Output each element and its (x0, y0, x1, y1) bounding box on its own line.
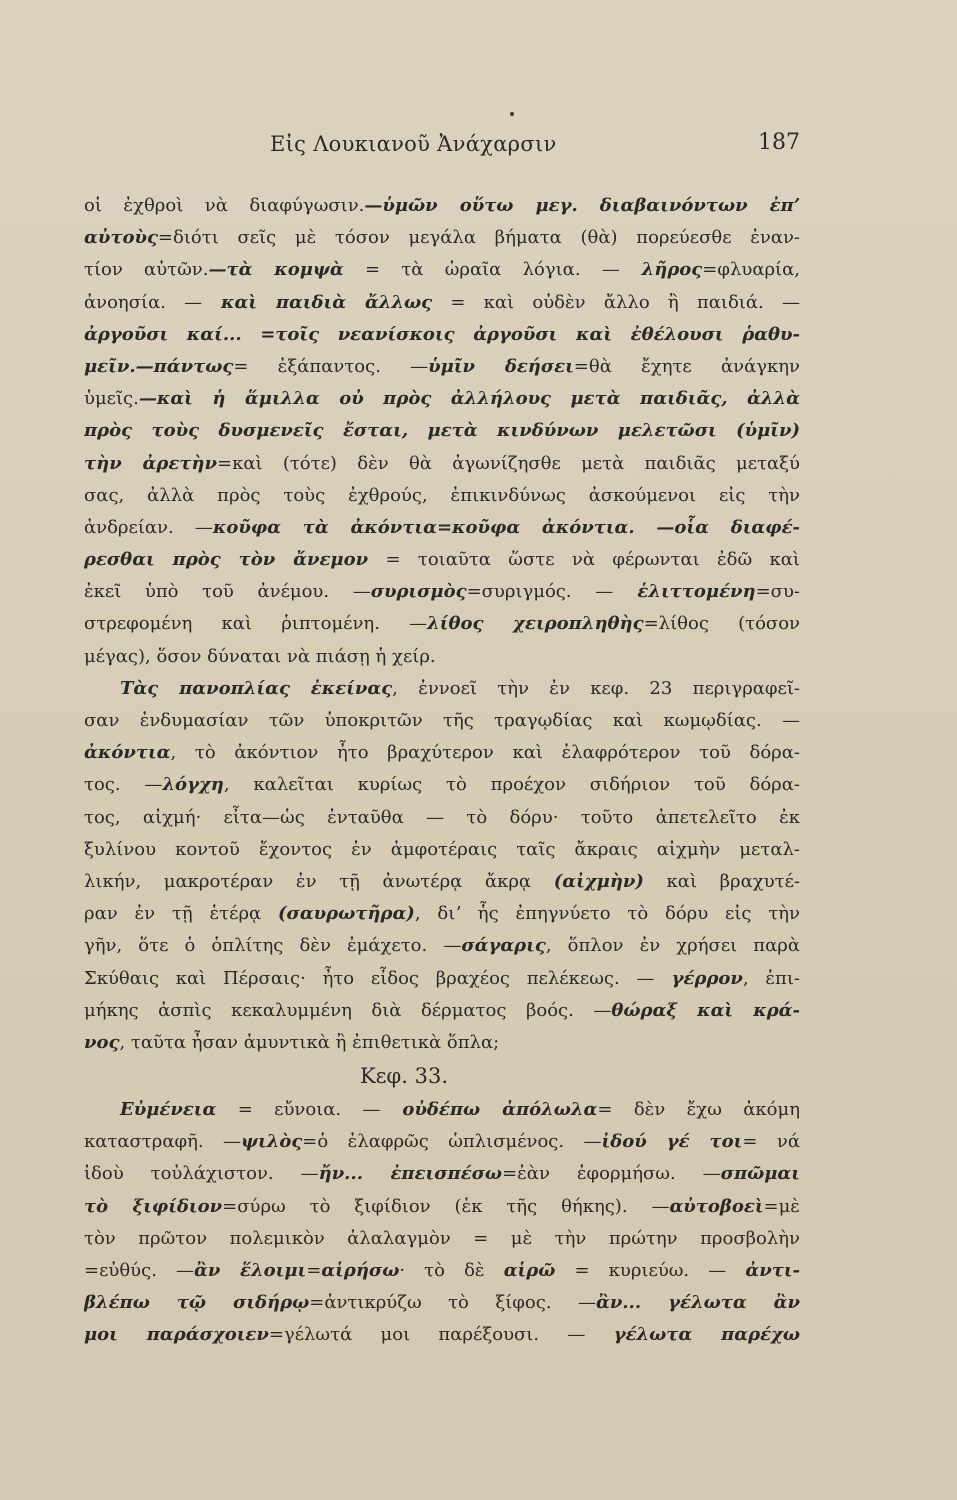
text-line: Τὰς πανοπλίας ἐκείνας, ἐννοεῖ τὴν ἐν κεφ. 23 περιγραφεῖ- (120, 677, 800, 699)
page-number: 187 (758, 130, 800, 155)
text-line: ξυλίνου κοντοῦ ἔχοντος ἐν ἀμφοτέραις ταῖς ἄκραις αἰχμὴν μεταλ- (84, 838, 800, 860)
text-line: ἀνδρείαν. —κοῦφα τὰ ἀκόντια=κοῦφα ἀκόντια. —οἷα διαφέ- (84, 516, 800, 538)
text-line: =εὐθύς. —ἂν ἕλοιμι=αἱρήσω· τὸ δὲ αἱρῶ = κυριεύω. — ἀντι- (84, 1260, 800, 1281)
text-line: τος. —λόγχη, καλεῖται κυρίως τὸ προέχον σιδήριον τοῦ δόρα- (84, 774, 800, 796)
text-line: αὐτοὺς=διότι σεῖς μὲ τόσον μεγάλα βήματα (θὰ) πορεύεσθε ἐναν- (84, 227, 800, 249)
running-title: Εἰς Λουκιανοῦ Ἀνάχαρσιν (270, 132, 557, 156)
text-line: τὸ ξιφίδιον=σύρω τὸ ξιφίδιον (ἐκ τῆς θήκης). —αὐτοβοεὶ=μὲ (84, 1195, 800, 1217)
text-line: ὑμεῖς.—καὶ ἡ ἅμιλλα οὐ πρὸς ἀλλήλους μετὰ παιδιᾶς, ἀλλὰ (84, 388, 800, 410)
text-line: ἰδοὺ τοὐλάχιστον. —ἤν... ἐπεισπέσω=ἐὰν ἐφορμήσω. —σπῶμαι (84, 1163, 800, 1185)
text-line: νος, ταῦτα ἦσαν ἀμυντικὰ ἢ ἐπιθετικὰ ὅπλα; (84, 1031, 500, 1053)
text-line: Εὐμένεια = εὔνοια. — οὐδέπω ἀπόλωλα= δὲν ἔχω ἀκόμη (120, 1099, 800, 1121)
text-line: μοι παράσχοιεν=γέλωτά μοι παρέξουσι. — γέλωτα παρέχω (84, 1324, 800, 1346)
text-line: μήκης ἀσπὶς κεκαλυμμένη διὰ δέρματος βοός. —θώραξ καὶ κρά- (84, 999, 800, 1021)
text-line: σας, ἀλλὰ πρὸς τοὺς ἐχθρούς, ἐπικινδύνως ἀσκούμενοι εἰς τὴν (84, 484, 800, 506)
text-line: τὴν ἀρετὴν=καὶ (τότε) δὲν θὰ ἀγωνίζησθε μετὰ παιδιᾶς μεταξύ (84, 452, 800, 474)
printer-mark (510, 112, 514, 116)
text-line: στρεφομένη καὶ ῥιπτομένη. —λίθος χειροπληθὴς=λίθος (τόσον (84, 613, 800, 635)
text-line: γῆν, ὅτε ὁ ὁπλίτης δὲν ἐμάχετο. —σάγαρις, ὅπλον ἐν χρήσει παρὰ (84, 935, 800, 957)
text-line: ἀργοῦσι καί... =τοῖς νεανίσκοις ἀργοῦσι καὶ ἐθέλουσι ῥαθυ- (84, 323, 800, 345)
text-line: τος, αἰχμή· εἶτα—ὡς ἐνταῦθα — τὸ δόρυ· τοῦτο ἀπετελεῖτο ἐκ (84, 806, 800, 828)
text-line: μεῖν.—πάντως= ἐξάπαντος. —ὑμῖν δεήσει=θὰ ἔχητε ἀνάγκην (84, 355, 800, 377)
text-line: ρεσθαι πρὸς τὸν ἄνεμον = τοιαῦτα ὥστε νὰ φέρωνται ἐδῶ καὶ (84, 549, 800, 571)
text-line: μέγας), ὅσον δύναται νὰ πιάσῃ ἡ χείρ. (84, 645, 436, 667)
commentary-text (84, 190, 800, 1352)
text-line: ραν ἐν τῇ ἑτέρᾳ (σαυρωτῆρα), διʼ ἧς ἐπηγνύετο τὸ δόρυ εἰς τὴν (84, 903, 800, 925)
text-line: βλέπω τῷ σιδήρῳ=ἀντικρύζω τὸ ξίφος. —ἂν... γέλωτα ἂν (84, 1292, 800, 1314)
text-line: Σκύθαις καὶ Πέρσαις· ἦτο εἶδος βραχέος πελέκεως. — γέρρον, ἐπι- (84, 967, 800, 989)
text-line: καταστραφῆ. —ψιλὸς=ὁ ἐλαφρῶς ὡπλισμένος. —ἰδού γέ τοι= νά (84, 1131, 800, 1153)
running-header (84, 120, 800, 176)
text-line: πρὸς τοὺς δυσμενεῖς ἔσται, μετὰ κινδύνων μελετῶσι (ὑμῖν) (84, 420, 800, 442)
text-line: τίον αὐτῶν.—τὰ κομψὰ = τὰ ὡραῖα λόγια. — λῆρος=φλυαρία, (84, 259, 800, 281)
text-line: ἀνοησία. — καὶ παιδιὰ ἄλλως = καὶ οὐδὲν ἄλλο ἢ παιδιά. — (84, 291, 800, 313)
text-line: ἀκόντια, τὸ ἀκόντιον ἦτο βραχύτερον καὶ ἐλαφρότερον τοῦ δόρα- (84, 742, 800, 764)
chapter-heading: Κεφ. 33. (359, 1064, 449, 1089)
text-line: οἱ ἐχθροὶ νὰ διαφύγωσιν.—ὑμῶν οὕτω μεγ. διαβαινόντων ἐπʼ (84, 195, 800, 216)
text-line: τὸν πρῶτον πολεμικὸν ἀλαλαγμὸν = μὲ τὴν πρώτην προσβολὴν (84, 1227, 800, 1249)
text-line: λικήν, μακροτέραν ἐν τῇ ἀνωτέρᾳ ἄκρᾳ (αἰχμὴν) καὶ βραχυτέ- (84, 870, 800, 892)
text-line: ἐκεῖ ὑπὸ τοῦ ἀνέμου. —συρισμὸς=συριγμός. — ἑλιττομένη=συ- (84, 581, 800, 603)
text-line: σαν ἐνδυμασίαν τῶν ὑποκριτῶν τῆς τραγῳδίας καὶ κωμῳδίας. — (84, 710, 800, 731)
